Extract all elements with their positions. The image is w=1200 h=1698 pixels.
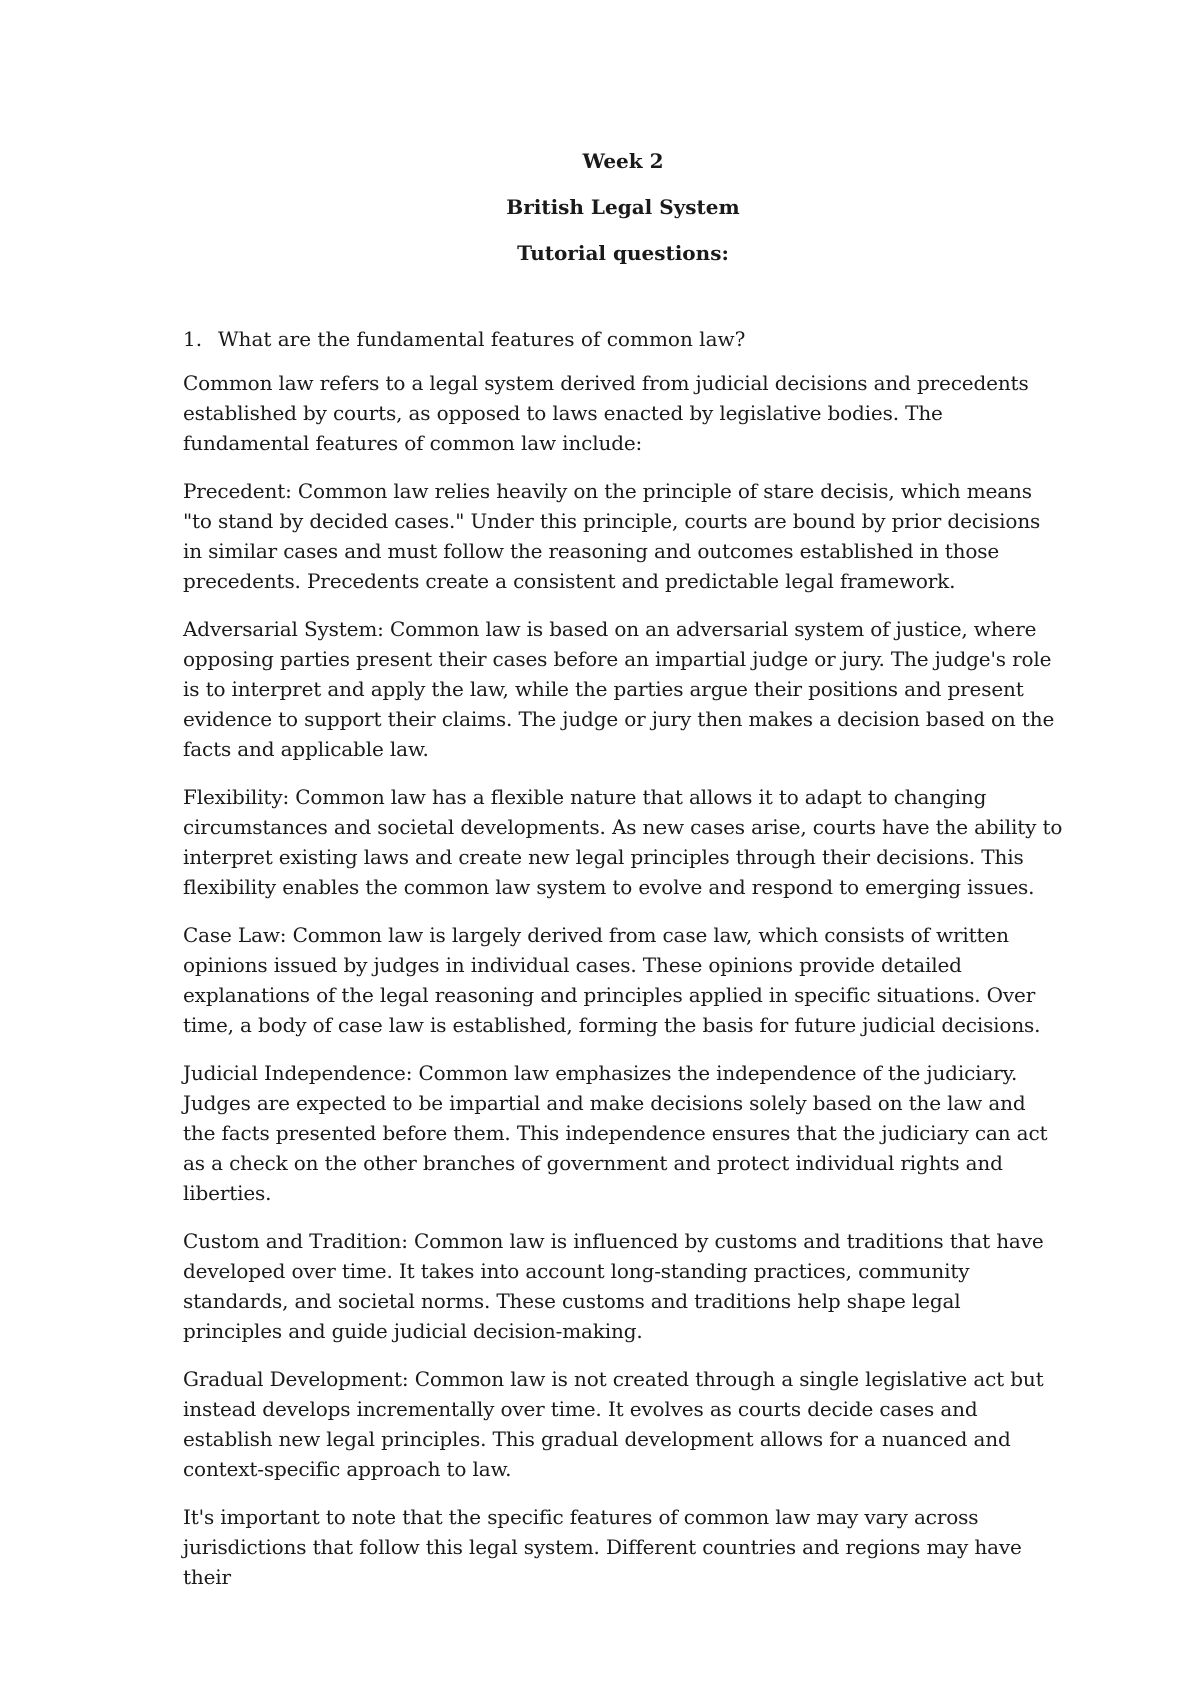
- section-heading: Tutorial questions:: [517, 241, 729, 265]
- paragraph-flexibility: Flexibility: Common law has a flexible nature that allows it to adapt to changing circumstances and societal developments. As new cases arise, courts have the ability to interpret existing laws and create new legal principles through their decisions. This flexibility enables the common law system to evolve and respond to emerging issues.: [183, 785, 1063, 899]
- paragraph-precedent: Precedent: Common law relies heavily on the principle of stare decisis, which means "to stand by decided cases." Under this principle, courts are bound by prior decisions in similar cases and must follow the reasoning and outcomes established in those precedents. Precedents create a consistent and predictable legal framework.: [183, 479, 1041, 593]
- question-number: 1.: [183, 327, 203, 351]
- question-1: [183, 324, 1063, 354]
- paragraph-case-law: Case Law: Common law is largely derived from case law, which consists of written opinions issued by judges in individual cases. These opinions provide detailed explanations of the legal reasoning and principles applied in specific situations. Over time, a body of case law is established, forming the basis for future judicial decisions.: [183, 923, 1041, 1037]
- paragraph-adversarial-system: Adversarial System: Common law is based on an adversarial system of justice, where opposing parties present their cases before an impartial judge or jury. The judge's role is to interpret and apply the law, while the parties argue their positions and present evidence to support their claims. The judge or jury then makes a decision based on the facts and applicable law.: [183, 617, 1055, 761]
- question-text: What are the fundamental features of common law?: [218, 327, 746, 351]
- paragraph-judicial-independence: Judicial Independence: Common law emphasizes the independence of the judiciary. Judges are expected to be impartial and make decisions solely based on the law and the facts presented before them. This independence ensures that the judiciary can act as a check on the other branches of government and protect individual rights and liberties.: [183, 1061, 1048, 1205]
- paragraph-note: It's important to note that the specific features of common law may vary across jurisdictions that follow this legal system. Different countries and regions may have their: [183, 1505, 1022, 1589]
- document-page: [183, 140, 1063, 1592]
- course-title: British Legal System: [506, 195, 740, 219]
- paragraph-custom-tradition: Custom and Tradition: Common law is influenced by customs and traditions that have developed over time. It takes into account long-standing practices, community standards, and societal norms. These customs and traditions help shape legal principles and guide judicial decision-making.: [183, 1229, 1044, 1343]
- paragraph-intro: Common law refers to a legal system derived from judicial decisions and precedents established by courts, as opposed to laws enacted by legislative bodies. The fundamental features of common law include:: [183, 371, 1029, 455]
- week-heading: Week 2: [582, 149, 664, 173]
- paragraph-gradual-development: Gradual Development: Common law is not created through a single legislative act but instead develops incrementally over time. It evolves as courts decide cases and establish new legal principles. This gradual development allows for a nuanced and context-specific approach to law.: [183, 1367, 1044, 1481]
